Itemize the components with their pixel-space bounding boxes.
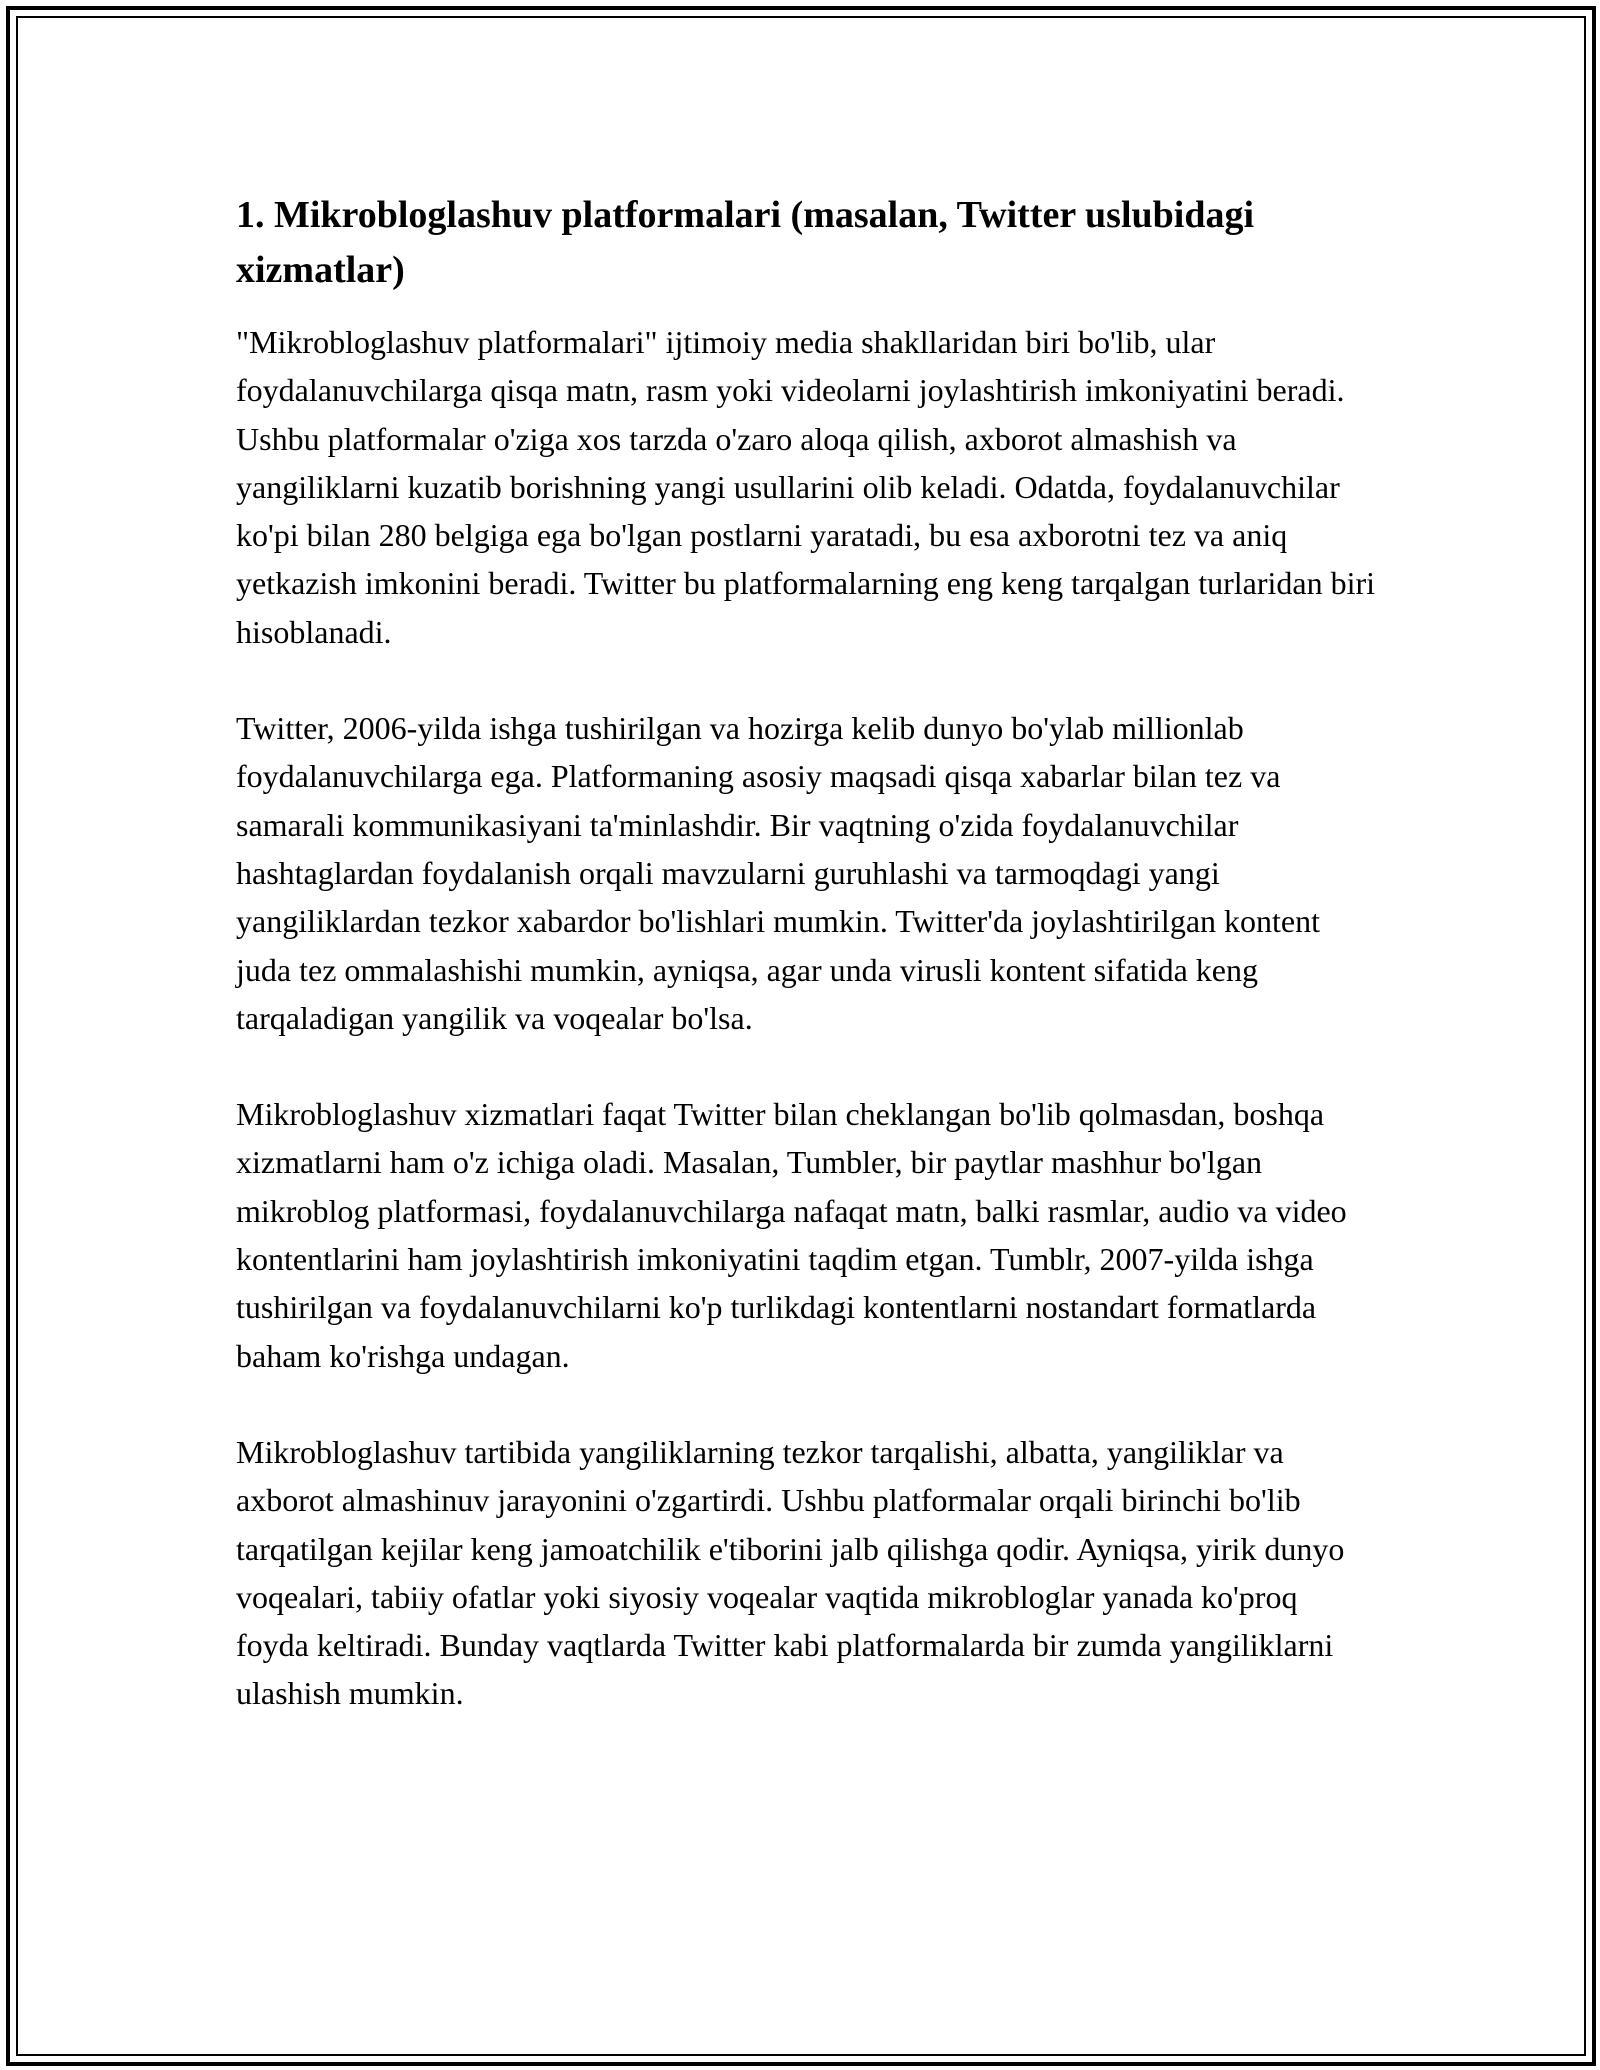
paragraph-4: Mikrobloglashuv tartibida yangiliklarning tezkor tarqalishi, albatta, yangiliklar va axborot almashinuv jarayonini o'zgartirdi. Ushbu platformalar orqali birinchi bo'lib tarqatilgan kejilar keng jamoatchilik e'tiborini jalb qilishga qodir. Ayniqsa, yirik dunyo voqealari, tabiiy ofatlar yoki siyosiy voqealar vaqtida mikrobloglar yanada ko'proq foyda keltiradi. Bunday vaqtlarda Twitter kabi platformalarda bir zumda yangiliklarni ulashish mumkin. xyxy=(236,1433,1345,1712)
section-heading: 1. Mikrobloglashuv platformalari (masalan, Twitter uslubidagi xizmatlar) xyxy=(236,194,1255,291)
paragraph-1: "Mikrobloglashuv platformalari" ijtimoiy media shakllaridan biri bo'lib, ular foydalanuvchilarga qisqa matn, rasm yoki videolarni joylashtirish imkoniyatini beradi. Ushbu platformalar o'ziga xos tarzda o'zaro aloqa qilish, axborot almashish va yangiliklarni kuzatib borishning yangi usullarini olib keladi. Odatda, foydalanuvchilar ko'pi bilan 280 belgiga ega bo'lgan postlarni yaratadi, bu esa axborotni tez va aniq yetkazish imkonini beradi. Twitter bu platformalarning eng keng tarqalgan turlaridan biri hisoblanadi. xyxy=(236,324,1376,650)
paragraph-3: Mikrobloglashuv xizmatlari faqat Twitter bilan cheklangan bo'lib qolmasdan, boshqa xizmatlarni ham o'z ichiga oladi. Masalan, Tumbler, bir paytlar mashhur bo'lgan mikroblog platformasi, foydalanuvchilarga nafaqat matn, balki rasmlar, audio va video kontentlarini ham joylashtirish imkoniyatini taqdim etgan. Tumblr, 2007-yilda ishga tushirilgan va foydalanuvchilarni ko'p turlikdagi kontentlarni nostandart formatlarda baham ko'rishga undagan. xyxy=(236,1096,1347,1374)
paragraph-2: Twitter, 2006-yilda ishga tushirilgan va hozirga kelib dunyo bo'ylab millionlab foydalanuvchilarga ega. Platformaning asosiy maqsadi qisqa xabarlar bilan tez va samarali kommunikasiyani ta'minlashdir. Bir vaqtning o'zida foydalanuvchilar hashtaglardan foydalanish orqali mavzularni guruhlashi va tarmoqdagi yangi yangiliklardan tezkor xabardor bo'lishlari mumkin. Twitter'da joylashtirilgan kontent juda tez ommalashishi mumkin, ayniqsa, agar unda virusli kontent sifatida keng tarqaladigan yangilik va voqealar bo'lsa. xyxy=(236,710,1320,1036)
document-body xyxy=(236,188,1376,1718)
